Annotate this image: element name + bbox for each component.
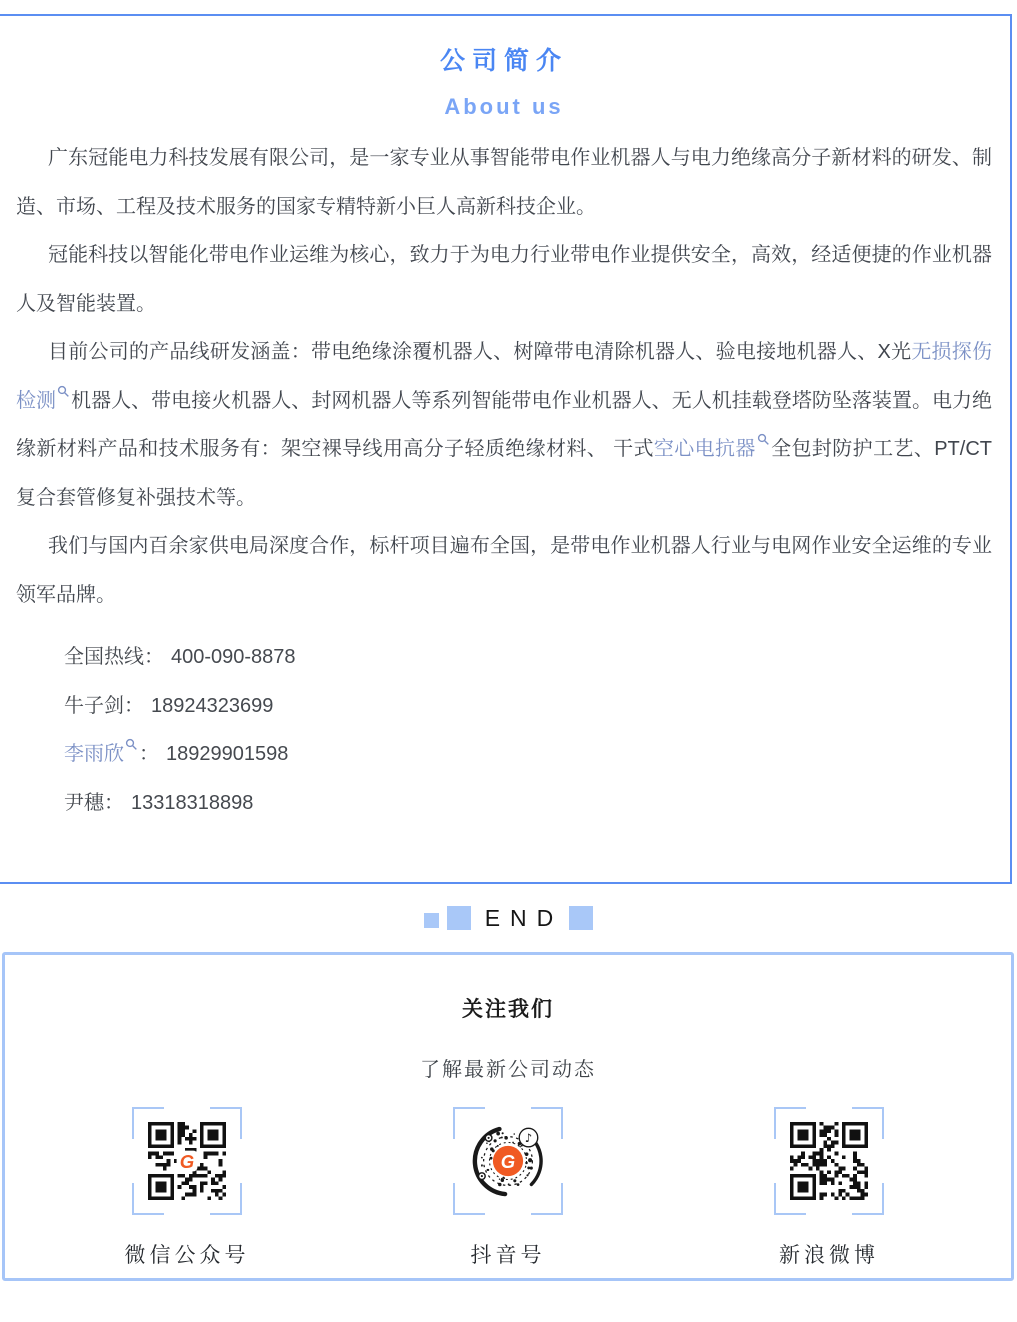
paragraph-text: 机器人、带电接火机器人、封网机器人等系列智能带电作业机器人、无人机挂载登塔防坠落装置。电力绝缘新材料产品和技术服务有：架空裸导线用高分子轻质绝缘材料、 干式 <box>16 389 993 460</box>
qr-row <box>5 1107 1011 1269</box>
weibo-qr-code <box>790 1122 868 1200</box>
contact-name: 牛子剑 <box>64 694 124 717</box>
inline-search-link-icon[interactable] <box>56 390 71 412</box>
douyin-qr-code <box>469 1122 547 1200</box>
paragraph-text: 广东冠能电力科技发展有限公司，是一家专业从事智能带电作业机器人与电力绝缘高分子新材料的研发、制造、市场、工程及技术服务的国家专精特新小巨人高新科技企业。 <box>16 147 992 218</box>
page-subtitle: About us <box>444 94 564 119</box>
inline-search-link[interactable]: 无损探伤检测 <box>16 341 993 412</box>
qr-label: 微信公众号 <box>124 1244 250 1267</box>
svg-text:G: G <box>179 1151 195 1173</box>
end-square-right <box>569 906 593 930</box>
page-title: 公司简介 <box>439 47 568 75</box>
contact-line <box>64 682 992 731</box>
end-square-small <box>424 913 439 928</box>
contact-name-link[interactable]: 李雨欣 <box>64 743 124 765</box>
qr-item-douyin <box>438 1107 578 1269</box>
qr-item-wechat <box>117 1107 257 1269</box>
contact-phone-number: 18929901598 <box>166 743 289 765</box>
end-square-left <box>447 906 471 930</box>
about-paragraph <box>16 522 992 619</box>
follow-card <box>2 952 1014 1281</box>
contact-phone-number: 13318318898 <box>131 791 254 814</box>
contact-phone-number: 18924323699 <box>151 694 274 717</box>
contact-separator: ： <box>104 791 124 814</box>
search-icon[interactable] <box>125 738 138 751</box>
paragraph-text: 全包封防护工艺、PT/CT复合套管修复补强技术等。 <box>16 438 992 509</box>
contact-list <box>16 633 992 827</box>
qr-item-weibo <box>759 1107 899 1269</box>
contact-line <box>64 633 992 682</box>
qr-label: 抖音号 <box>470 1244 546 1267</box>
contact-name: 全国热线 <box>64 646 144 668</box>
contact-separator: ： <box>124 694 144 717</box>
inline-search-link-icon[interactable] <box>756 438 771 460</box>
contact-separator: ： <box>144 646 164 668</box>
qr-scan-frame <box>132 1107 242 1215</box>
paragraph-text: 冠能科技以智能化带电作业运维为核心，致力于为电力行业带电作业提供安全，高效，经适便捷的作业机器人及智能装置。 <box>16 244 992 315</box>
search-icon[interactable] <box>57 385 70 398</box>
paragraph-text: 目前公司的产品线研发涵盖：带电绝缘涂覆机器人、树障带电清除机器人、验电接地机器人、X光 <box>48 341 912 363</box>
search-icon[interactable] <box>757 433 770 446</box>
qr-scan-frame <box>453 1107 563 1215</box>
about-paragraphs <box>16 134 992 619</box>
qr-label: 新浪微博 <box>779 1244 879 1267</box>
inline-search-link[interactable]: 空心电抗器 <box>653 438 756 460</box>
company-intro-card <box>0 14 1012 884</box>
follow-title: 关注我们 <box>462 998 554 1021</box>
qr-scan-frame <box>774 1107 884 1215</box>
paragraph-text: 我们与国内百余家供电局深度合作，标杆项目遍布全国，是带电作业机器人行业与电网作业安全运维的专业领军品牌。 <box>16 535 992 606</box>
contact-separator: ： <box>139 743 159 765</box>
about-paragraph <box>16 328 992 522</box>
end-divider <box>0 884 1017 952</box>
contact-line <box>64 779 992 828</box>
contact-phone-number: 400-090-8878 <box>171 646 296 668</box>
follow-subtitle: 了解最新公司动态 <box>420 1059 596 1081</box>
about-paragraph <box>16 134 992 231</box>
wechat-qr-code <box>148 1122 226 1200</box>
contact-name: 尹穗 <box>64 791 104 814</box>
svg-text:♪: ♪ <box>524 1130 533 1145</box>
contact-line <box>64 730 992 779</box>
svg-text:G: G <box>500 1150 516 1172</box>
contact-search-icon-wrap[interactable] <box>124 743 139 765</box>
end-label: END <box>484 905 564 931</box>
about-paragraph <box>16 231 992 328</box>
